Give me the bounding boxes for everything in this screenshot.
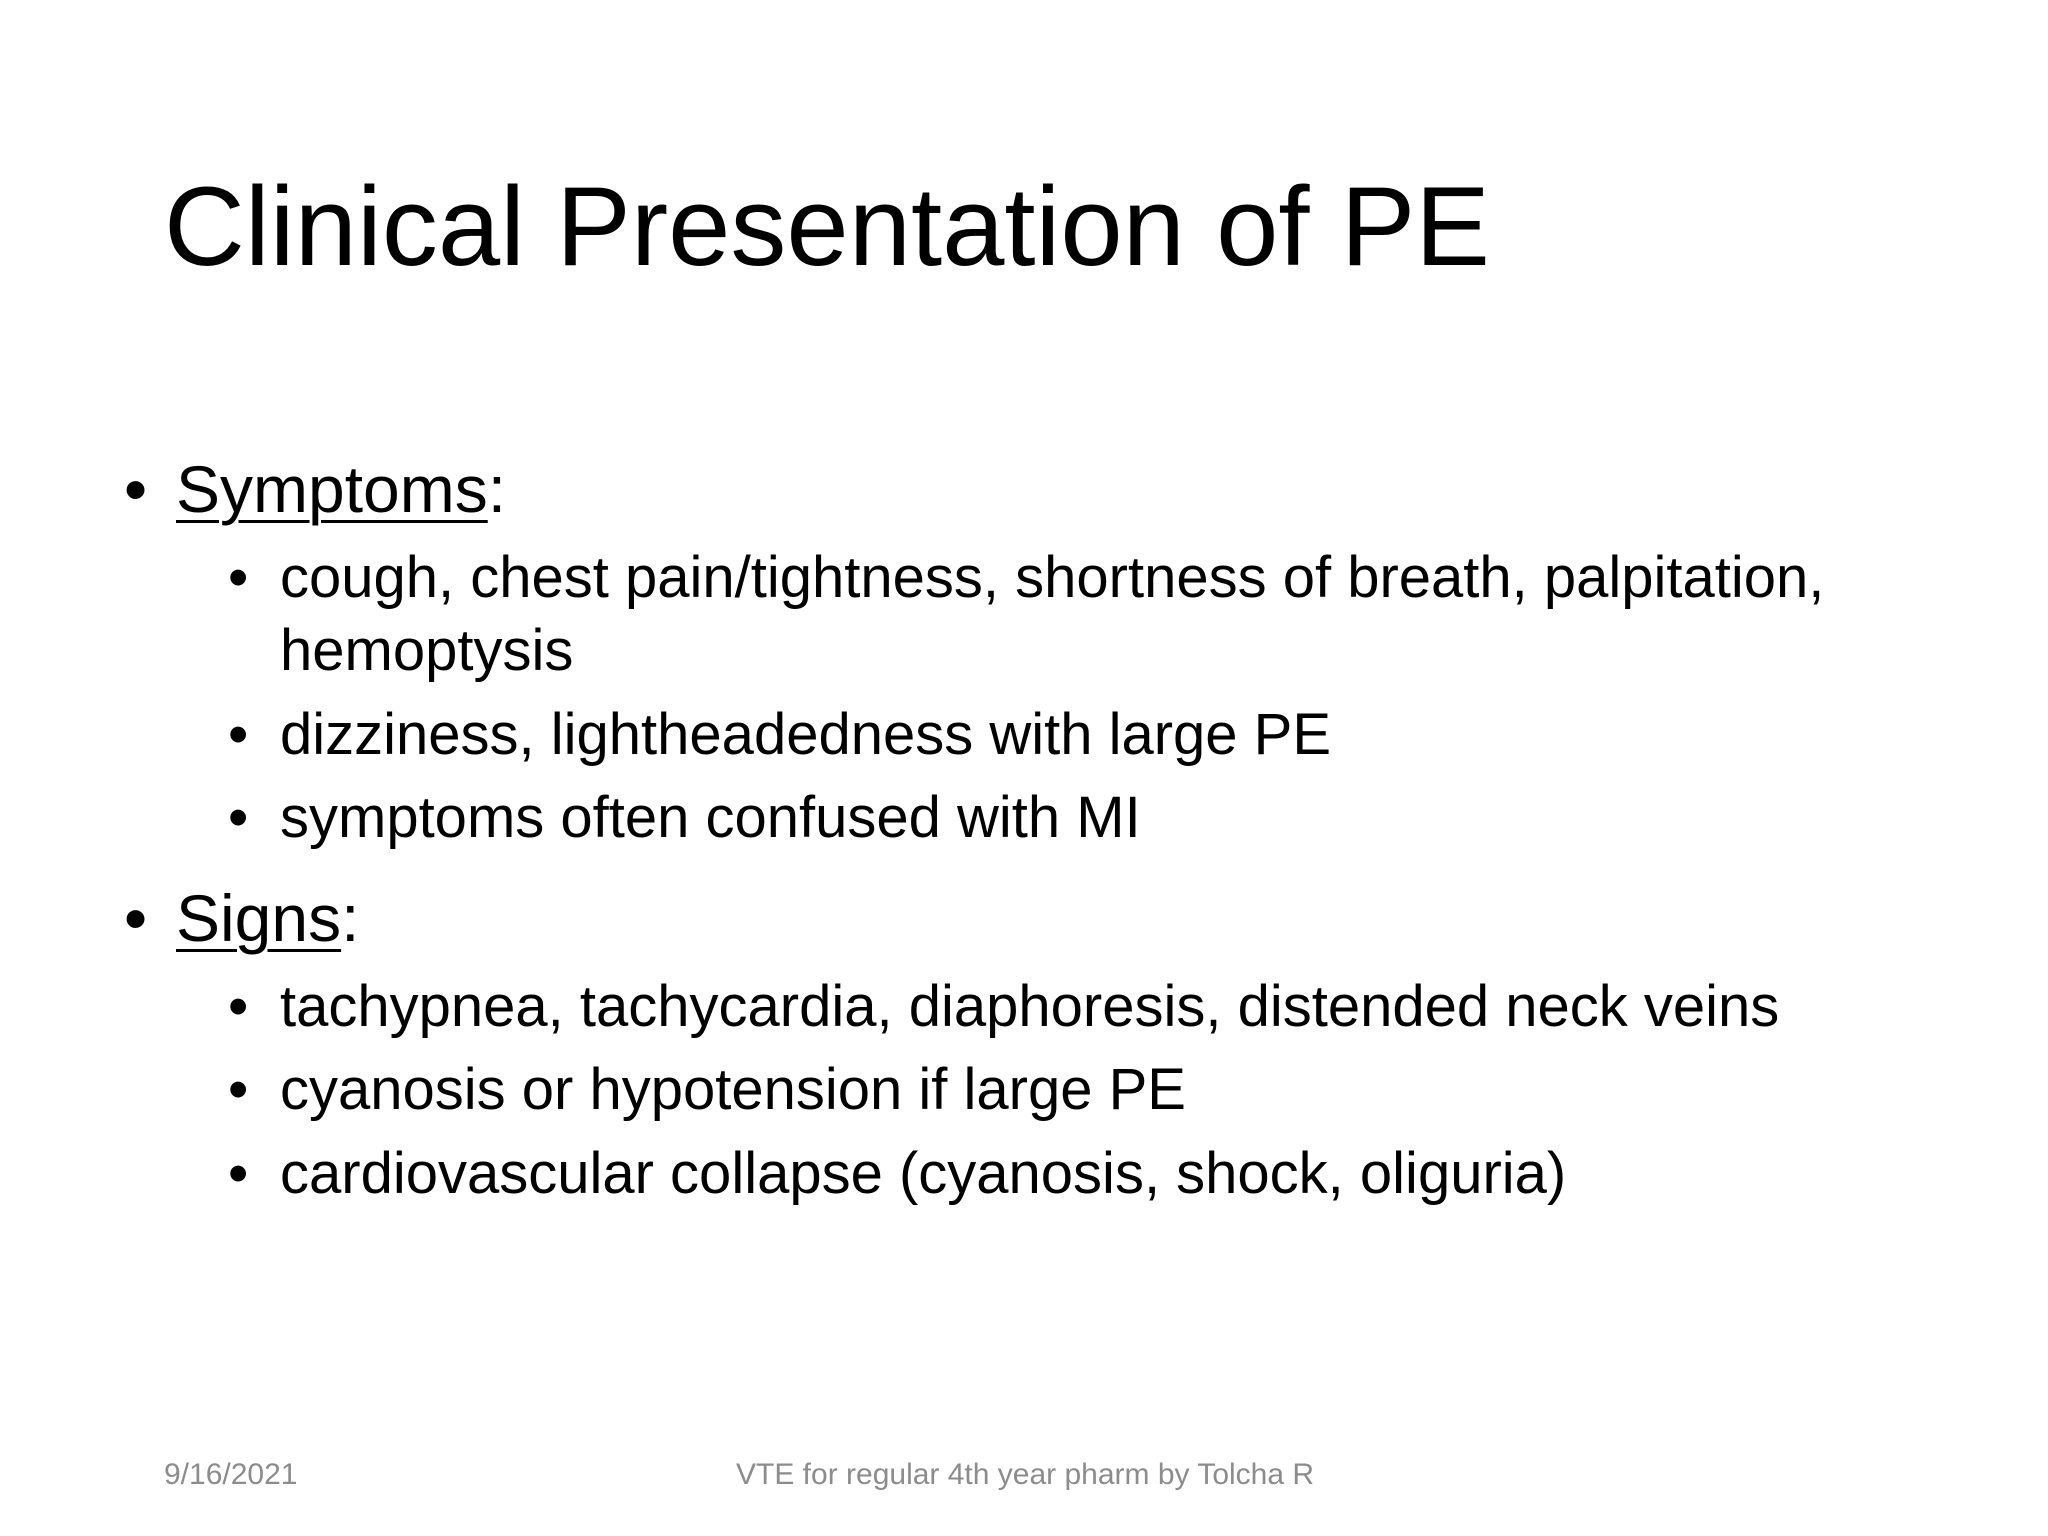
list-item xyxy=(124,781,1980,855)
list-item xyxy=(124,970,1980,1044)
footer-date: 9/16/2021 xyxy=(164,1458,298,1491)
bullet: • xyxy=(228,1057,249,1123)
list-item xyxy=(124,698,1980,772)
bullet: • xyxy=(228,1140,249,1206)
footer-center-text: VTE for regular 4th year pharm by Tolcha R xyxy=(736,1458,1315,1491)
bullet: • xyxy=(124,452,148,526)
bullet: • xyxy=(228,785,249,851)
section-signs xyxy=(124,877,2004,960)
bullet: • xyxy=(228,544,249,610)
bullet: • xyxy=(124,881,148,956)
list-item-text: tachypnea, tachycardia, diaphoresis, distended neck veins xyxy=(280,973,1780,1039)
list-item-text: cyanosis or hypotension if large PE xyxy=(280,1057,1186,1123)
list-item xyxy=(124,1137,1980,1211)
list-item xyxy=(124,1053,1980,1127)
slide-content xyxy=(124,440,2004,1211)
bullet: • xyxy=(228,701,249,767)
list-item-text: symptoms often confused with MI xyxy=(280,785,1141,851)
section-heading-suffix: : xyxy=(487,452,507,526)
bullet: • xyxy=(228,973,249,1039)
list-item-text: cardiovascular collapse (cyanosis, shock, oliguria) xyxy=(280,1140,1567,1206)
section-heading-signs: Signs xyxy=(176,881,342,956)
list-item xyxy=(124,541,1980,688)
section-symptoms xyxy=(124,448,2004,531)
section-heading-suffix: : xyxy=(341,881,360,956)
slide-title: Clinical Presentation of PE xyxy=(164,164,1491,289)
list-item-text: cough, chest pain/tightness, shortness of breath, palpitation, hemoptysis xyxy=(280,544,1825,684)
list-item-text: dizziness, lightheadedness with large PE xyxy=(280,701,1332,767)
section-heading-symptoms: Symptoms xyxy=(176,452,488,526)
